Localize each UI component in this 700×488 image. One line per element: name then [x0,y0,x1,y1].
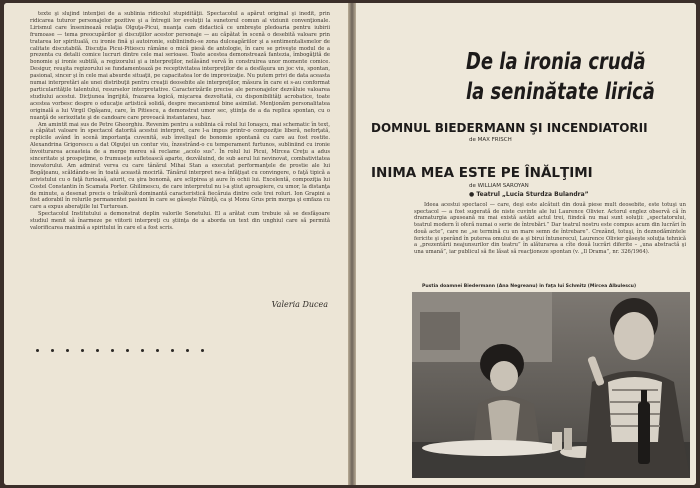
stage-photo-illustration [412,292,690,478]
theatre-name: ● Teatrul „Lucia Sturdza Bulandra” [469,191,589,198]
dot-icon [186,349,189,352]
photo-caption: Pustia doamnei Biedermann (Ana Negreanu) în faţa lui Schmitz (Mircea Albulescu) [422,284,637,289]
dot-icon [156,349,159,352]
dot-icon [171,349,174,352]
intro-paragraph: Ideea acestui spectacol — care, deşi este alcătuit din două piese mult deosebite, este totuşi un spectacol — a fost sugerată de niste cuvinte ale lui Laurence Olivier. Actorul englez observă că în dramaturgia apuseană nu mai există astăzi actul trei, fiindcă nu mai sunt soluţii: „spectatorului, teatrul modern îi oferă numai o serie de întrebări.” Dar teatrul nostru este compus acum din lucrări în două acte”, care ne „se termină cu un mare semn de întrebare”. Crezând, totuşi, în deznodămintele fericite şi sperând în puterea omului de a şi birui întunerecul, Laurence Olivier găseşte soluţia tehnică a „prezentării neajunsurilor din teatru” în alăturarea a cîte două lucrări diferite – „una abstractă şi una umană”, iar publicul să fie lăsat să reacţioneze spontan (v. „Il Drama”, nr. 326/1964). [414,202,686,255]
dot-icon [81,349,84,352]
author-signature: Valeria Ducea [271,300,328,309]
play2-title: INIMA MEA ESTE PE ÎNĂLŢIMI [371,165,593,181]
dot-icon [66,349,69,352]
play1-author: de MAX FRISCH [469,137,512,143]
stage-photo [412,292,690,478]
magazine-spread [4,3,696,485]
dot-icon [96,349,99,352]
title-line-2: la seninătate lirică [466,79,655,105]
intro-text [414,202,686,256]
left-article-text [30,11,330,232]
play2-author: de WILLIAM SAROYAN [469,183,529,189]
left-paragraph-1: texte şi slujind intenţiei de a sublinia ridicolul stupidităţii. Spectacolul a apărut original şi inedit, prin ridicarea tuturor personajelor pozitive şi a întregii lor evoluţii la sunetorul comun al viziunii convenţionale. Lirismul care înseninează relaţia Olguţa-Picui, nuanţa cam didactică ce umbreşte pledoaria pentru iubirii frumoase — tema preocupărilor şi discuţiilor acestor personaje — au căpătat în scenă o desebită valoare prin tratarea lor spirituală, cu ironie fină şi autoironie, subliniindu-se zona dulceagăriilor şi a sentimentalismelor de calitate discutabilă. Discuţia Picui-Pitiescu rămâne o mică piesă de antologie, în care se priveşte modul de a prezenta cu detalii comice lucruri dintre cele mai serioase. Toate acestea demonstrează fantezia, îmbogăţită de bonomie şi ironie subtilă, a regizorului şi a interpreţilor, nelăsând vervă în construirea unor momente comice. Desigur, reuşita regizorului se fundamentează pe receptivitatea interpreţilor de a desfăşura un joc viu, spontan, pasional, sincer şi în cele mai absurde situaţii, pe capacitatea lor de improvizaţie. Nu putem privi de data aceasta numai interpretări ale unei distribuţii pentru creaţii deosebite ale interpreţilor, măsura în care ei s-au conformat particularităţile talentului, resurselor interpretative. Caracterizările precise ale personajelor dezvăluie valoarea studiului acestui. Dicţiunea îngrijită, frazarea logică, mişcarea dezvoltată, cu disponibilităţi acrobatice, toate acestea vorbesc despre o educaţie artistică solidă, despre mecanismul bine asimilat. Menţionăm personalitatea originală a lui Virgil Ogăşanu, care, în Pitiescu, a demonstrat umor sec, ştiinţa de a da replica spontan, cu o nuanţă de seriozitate şi de candoare care provoacă instantaneu, haz. [30,11,330,121]
left-page [4,3,348,485]
article-title [466,47,655,107]
left-paragraph-3: Spectacolul Institutului a demonstrat deplin valorile Sonetului. El a arătat cum trebuie să se desfăşoare studiul menit să înarmeze pe viitorii interpreţi cu ştiinţa de a aborda un text din unghiul care să permită valorificarea maximă a spiritului în care el a fost scris. [30,211,330,232]
dot-icon [36,349,39,352]
dot-icon [111,349,114,352]
title-line-1: De la ironia crudă [466,49,646,75]
dot-icon [141,349,144,352]
dot-icon [51,349,54,352]
dot-icon [126,349,129,352]
play1-title: DOMNUL BIEDERMANN ŞI INCENDIATORII [371,121,648,135]
dot-icon [201,349,204,352]
decorative-dots [36,349,204,352]
left-paragraph-2: Am amintit mai sus de Petre Gheorghiu. Revenim pentru a sublinia că rolul lui Ionaşcu, mai schematic în text, a căpătat valoare în spectacol datorită acestui interpret, care l-a impus printr-o compoziţie liberă, neforţată, replicile având în scenă importanţa cuvenită, sub învelişul de bonomie spontană cu care au fost rostite. Alexandrina Grigorescu a dat Olguţei un contur viu, înzestrând-o cu temperament furtunos, subliniind cu ironie învoiturarea aceasteia de a merge mereu să reclame „acolo sus”. În rolul lui Picui, Mircea Creţu a adus sinceritate şi prospeţime, o frumuseţe sufletească aparte, dezvăluind, de sub aerul lui nevinovat, combativitatea inovatorului. Am admirat verva cu care tânărul Mihai Stan a executat performanţele de prostie ale lui Bogăţeanu, scăldându-se în toată această mocirlă. Tânărul interpret ne-a înfăţişat cu convingere, o faţă tipică a arivistului cu o faţă furioasă, aiurit, cu şira bonomă, are sclipirea şi aure în ochii lui. Excelentă, compoziţia lui Costel Constantin în Scamata Porter. Ghilimescu, de care interpretul nu i-a ştiut aproapiere, cu umor, la distanţa de minute, a desenat precis o trăsătură dominantă caracteristică fiecăruia dintre cele trei roluri. Ion Grapini a fost adorabil în rolurile permanentei pasiuni în care se găseşte Fălniţă, ca şi Monu Grus prin morga şi emfaza cu care a expus aberaţiile lui Turturean. [30,121,330,211]
book-gutter [348,3,356,485]
